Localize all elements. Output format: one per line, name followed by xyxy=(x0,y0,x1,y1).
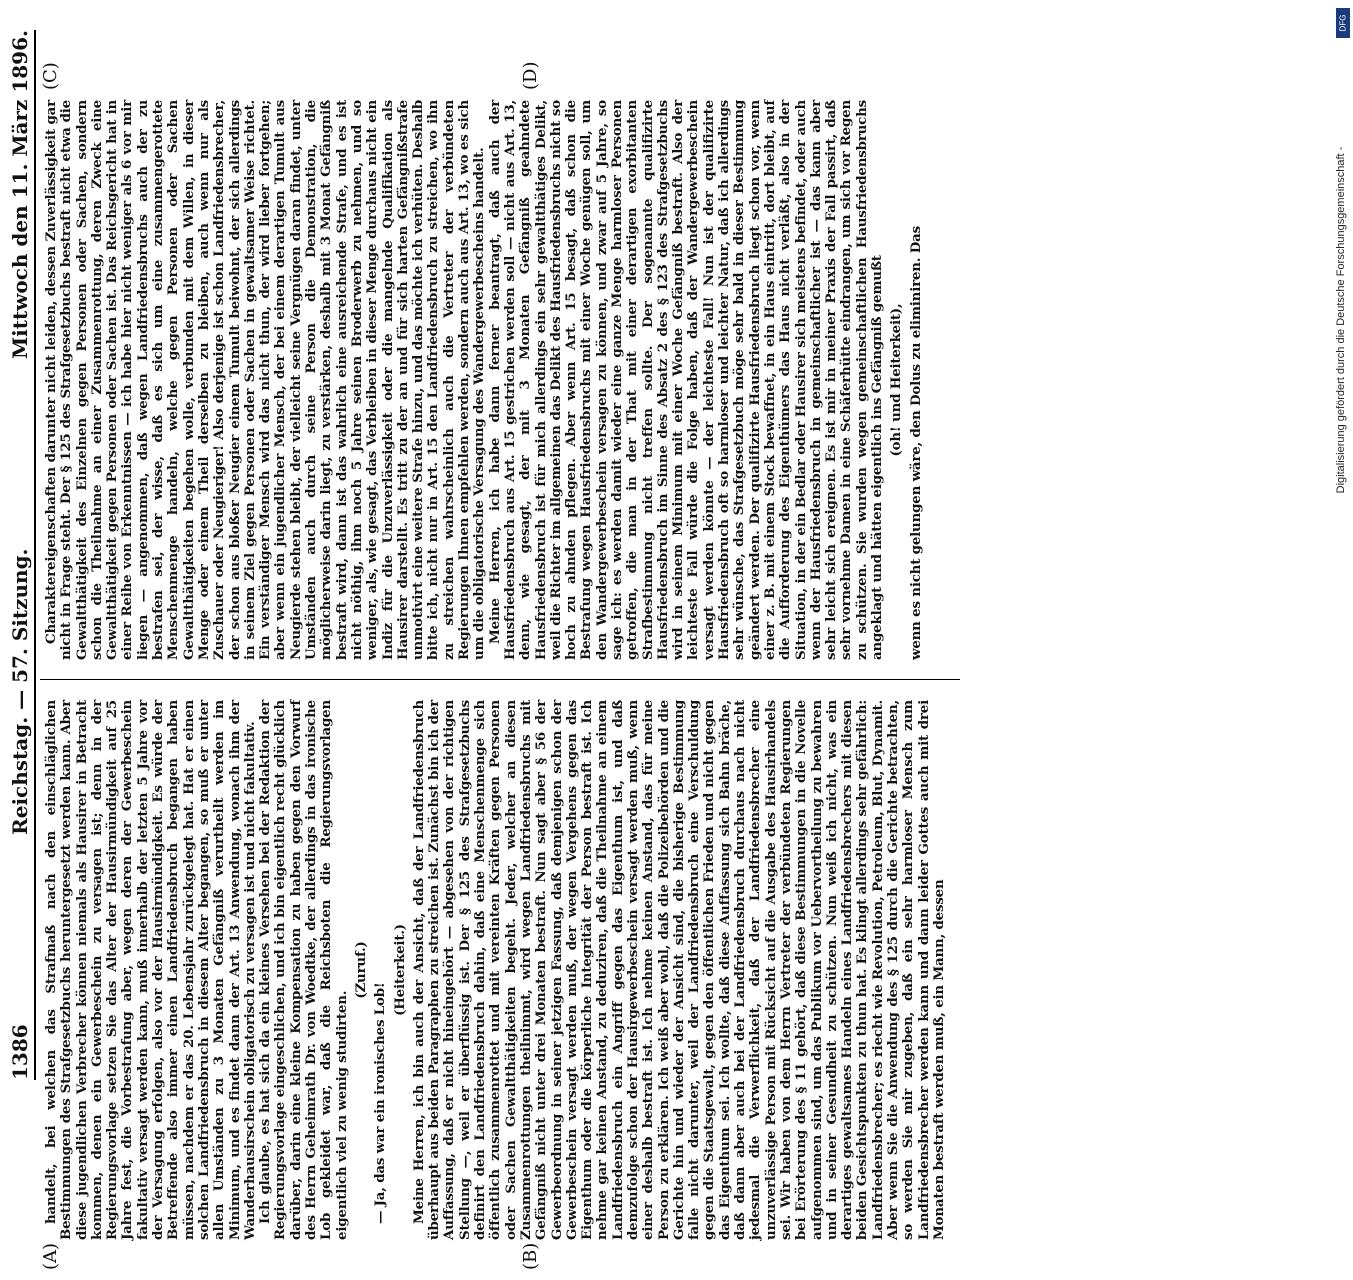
column-divider xyxy=(40,679,960,680)
page-header xyxy=(6,30,36,1080)
call-out: (Zuruf.) xyxy=(352,941,369,999)
paragraph: Charaktereigenschaften darunter nicht leiden, dessen Zuverlässigkeit gar nicht in Frage steht. Der § 125 des Strafgesetzbuchs bestraft nicht etwa die Gewaltthätigkeit des Einzelnen gegen Personen oder Sachen, sondern schon die Theilnahme an einer Zusammenrottung, deren Zweck eine Gewaltthätigkeit gegen Personen oder Sachen ist. Das Reichsgericht hat in einer Reihe von Erkenntnissen — ich habe hier nicht weniger als 6 vor mir liegen — angenommen, daß wegen Landfriedensbruchs auch der zu bestrafen sei, der wisse, daß es sich um eine zusammengerottete Menschenmenge handeln, welche gegen Personen oder Sachen Gewaltthätigkeiten begehen wolle, verbunden mit dem Willen, in dieser Menge oder einem Theil derselben zu bleiben, auch wenn nur als Zuschauer oder Neugieriger! Also derjenige ist schon Landfriedensbrecher, der schon aus bloßer Neugier einem Tumult beiwohnt, der sich allerdings in seinem Ziel gegen Personen oder Sachen in gewaltsamer Weise richtet. Ein verständiger Mensch wird das nicht thun, der wird lieber fortgehen; aber wenn ein jugendlicher Mensch, der bei einem derartigen Tumult aus Neugierde stehen bleibt, der vielleicht seine Vergnügen daran findet, unter Umständen auch durch seine Person die Demonstration, die möglicherweise darin liegt, zu verstärken, deshalb mit 3 Monat Gefängniß bestraft wird, dann ist das wahrlich eine ausreichende Strafe, und es ist nicht nöthig, ihm noch 5 Jahre seinen Broderwerb zu nehmen, und so weniger, als, wie gesagt, das Verbleiben in dieser Menge durchaus nicht ein Indiz für die Unzuverlässigkeit oder die mangelnde Qualifikation als Hausirer darstellt. Es tritt zu der an und für sich harten Gefängnißstrafe unmotivirt eine weitere Strafe hinzu, und das möchte ich verhüten. Deshalb bitte ich, nicht nur in Art. 15 den Landfriedensbruch zu streichen, wo ihn zu streichen wahrscheinlich auch die Vertreter der verbündeten Regierungen Ihnen empfehlen werden, sondern auch aus Art. 13, wo es sich um die obligatorische Versagung des Wandergewerbescheins handelt. xyxy=(43,100,488,660)
page-number: 1386 xyxy=(8,1024,32,1080)
margin-marker-d: (D) xyxy=(520,61,541,90)
paragraph: handelt, bei welchen das Strafmaß nach den einschläglichen Bestimmungen des Strafgesetzbuchs heruntergesetzt werden kann. Aber diese jugendlichen Verbrecher können niemals als Hausirer in Betracht kommen, denen ein Gewerbeschein zu versagen ist; denn in der Regierungsvorlage setzen Sie das Alter der Hausirmündigkeit auf 25 Jahre fest, die Vorbestrafung aber, wegen deren der Gewerbeschein fakultativ versagt werden kann, muß innerhalb der letzten 5 Jahre vor der Versagung erfolgen, also vor der Hausirmündigkeit. Es würde der Betreffende also immer einen Landfriedensbruch begangen haben müssen, nachdem er das 20. Lebensjahr zurückgelegt hat. Hat er einen solchen Landfriedensbruch in diesem Alter begangen, so muß er unter allen Umständen zu 3 Monaten Gefängniß verurtheilt werden im Minimum, und es findet dann der Art. 13 Anwendung, wonach ihm der Wanderhausirschein obligatorisch zu versagen ist und nicht fakultativ. xyxy=(43,700,258,1240)
paragraph: Meine Herren, ich habe dann ferner beantragt, daß auch der Hausfriedensbruch aus Art. 15 gestrichen werden soll — nicht aus Art. 13, denn, wie gesagt, der mit 3 Monaten Gefängniß geahndete Hausfriedensbruch ist für mich allerdings ein sehr gewaltthätiges Delikt, weil die Richter im allgemeinen das Delikt des Hausfriedensbruchs nicht so hoch zu ahnden pflegen. Aber wenn Art. 15 besagt, daß schon die Bestrafung wegen Hausfriedensbruchs mit einer Woche genügen soll, um den Wandergewerbeschein versagen zu können, und zwar auf 5 Jahre, so sage ich: es werden damit wieder eine ganze Menge harmloser Personen getroffen, die man in der That mit einer derartigen exorbitanten Strafbestimmung nicht treffen sollte. Der sogenannte qualifizirte Hausfriedensbruch im Sinne des Absatz 2 des § 123 des Strafgesetzbuchs wird in seinem Minimum mit einer Woche Gefängniß bestraft. Also der leichteste Fall würde die Folge haben, daß der Wandergewerbeschein versagt werden könnte — der leichteste Fall! Nun ist der qualifizirte Hausfriedensbruch oft so harmloser und leichter Natur, daß ich allerdings sehr wünsche, das Strafgesetzbuch möge sehr bald in dieser Bestimmung geändert werden. Der qualifizirte Hausfriedensbruch liegt schon vor, wenn einer z. B. mit einem Stock bewaffnet, in ein Haus eintritt, dort bleibt, auf die Aufforderung des Eigenthümers das Haus nicht verläßt, also in der Situation, in der ein Bedlar oder Hausirer sich meistens befindet, oder auch wenn der Hausfriedensbruch in gemeinschaftlicher ist — das kann aber sehr leicht sich ereignen. Es ist mir in meiner Praxis der Fall passirt, daß sehr vornehme Damen in eine Schäferhütte eindrangen, um sich vor Regen zu schützen. Sie wurden wegen gemeinschaftlichen Hausfriedensbruchs angeklagt und hätten eigentlich ins Gefängniß gemußt xyxy=(486,100,886,660)
margin-marker-a: (A) xyxy=(40,1242,61,1270)
paragraph: Meine Herren, ich bin auch der Ansicht, daß der Landfriedensbruch überhaupt aus beiden Paragraphen zu streichen ist. Zunächst bin ich der Auffassung, daß er nicht hineingehört — abgesehen von der richtigen Stellung —, weil er überflüssig ist. Der § 125 des Strafgesetzbuchs definirt den Landfriedensbruch dahin, daß eine Menschenmenge sich öffentlich zusammenrottet und mit vereinten Kräften gegen Personen oder Sachen Gewaltthätigkeiten begeht. Jeder, welcher an diesen Zusammenrottungen theilnimmt, wird wegen Landfriedensbruchs mit Gefängniß nicht unter drei Monaten bestraft. Nun sagt aber § 56 der Gewerbeordnung in seiner jetzigen Fassung, daß demjenigen schon der Gewerbeschein versagt werden muß, der wegen Vergehens gegen das Eigenthum oder die körperliche Integrität der Person bestraft ist. Ich nehme gar keinen Anstand, zu deduziren, daß die Theilnahme an einem Landfriedensbruch ein Angriff gegen das Eigenthum ist, und daß demzufolge schon der Hausirgewerbeschein versagt werden muß, wenn einer deshalb bestraft ist. Ich nehme keinen Anstand, das für meine Person zu erklären. Ich weiß aber wohl, daß die Polizeibehörden und die Gerichte hin und wieder der Ansicht sind, die bisherige Bestimmung falle nicht darunter, weil der Landfriedensbruch eine Verschuldung gegen die Staatsgewalt, gegen den öffentlichen Frieden und nicht gegen das Eigenthum sei. Ich wollte, daß diese Auffassung sich Bahn bräche, daß dann aber auch bei der Landfriedensbruch durchaus nach nicht jedesmal die Verwerflichkeit, daß der Landfriedensbrecher eine unzuverlässige Person mit Rücksicht auf die Ausgabe des Hausirhandels sei. Wir haben von dem Herrn Vertreter der verbündeten Regierungen bei Erörterung des § 11 gehört, daß diese Bestimmungen in die Novelle aufgenommen sind, um das Publikum vor Uebervortheilung zu bewahren und in seiner Gesundheit zu schützen. Nun weiß ich nicht, was ein derartiges gewaltsames Handeln eines Landfriedensbrechers mit diesen beiden Gesichtspunkten zu thun hat. Es klingt allerdings sehr gefährlich: Landfriedensbrecher; es riecht wie Revolution, Petroleum, Blut, Dynamit. Aber wenn Sie die Anwendung des § 125 durch die Gerichte betrachten, so werden Sie mir zugeben, daß ein sehr harmloser Mensch zum Landfriedensbrecher werden kann und dann leider Gottes auch mit drei Monaten bestraft werden muß, ein Mann, dessen xyxy=(410,700,947,1240)
session-title: Reichstag. — 57. Sitzung. xyxy=(8,548,32,835)
laughter-note: (oh! und Heiterkeit), xyxy=(888,303,905,457)
left-column xyxy=(44,700,947,1240)
interjection: — Ja, das war ein ironisches Lob! xyxy=(372,982,389,1224)
right-column xyxy=(44,100,924,660)
paragraph: Ich glaube, es hat sich da ein kleines Versehen bei der Redaktion der Regierungsvorlage eingeschlichen, und ich bin eigentlich recht glücklich darüber, darin eine kleine Kompensation zu haben gegen den Vorwurf des Herrn Geheimrath Dr. von Woedtke, der allerdings in das ironische Lob gekleidet war, daß die Reichsboten die Regierungsvorlagen eigentlich viel zu wenig studirten. xyxy=(257,700,350,1240)
dfg-logo: DFG xyxy=(1336,8,1350,38)
paragraph: wenn es nicht gelungen wäre, den Dolus zu eliminiren. Das xyxy=(907,226,924,660)
laughter-note: (Heiterkeit.) xyxy=(391,924,408,1016)
margin-marker-b: (B) xyxy=(520,1242,541,1270)
margin-marker-c: (C) xyxy=(40,62,61,90)
digitization-note: Digitalisierung gefördert durch die Deutsche Forschungsgemeinschaft - xyxy=(1335,146,1347,494)
session-date: Mittwoch den 11. März 1896. xyxy=(8,30,32,360)
